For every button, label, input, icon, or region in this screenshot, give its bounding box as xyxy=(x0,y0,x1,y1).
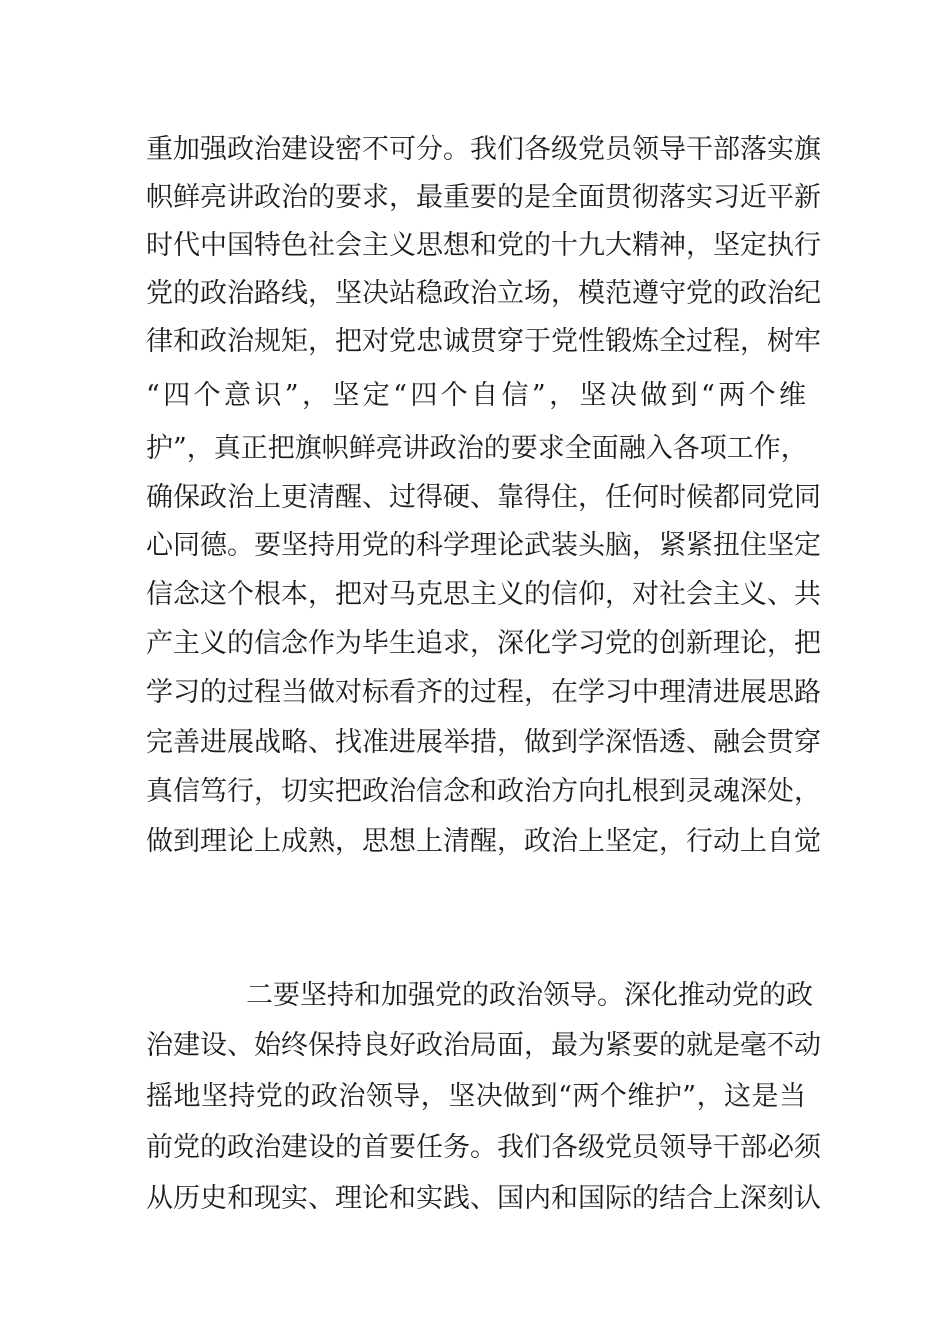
paragraph-line: 重加强政治建设密不可分。我们各级党员领导干部落实旗 xyxy=(146,134,821,165)
paragraph-line: 治建设、始终保持良好政治局面，最为紧要的就是毫不动 xyxy=(146,1030,821,1061)
paragraph-line: 做到理论上成熟，思想上清醒，政治上坚定，行动上自觉 xyxy=(146,826,821,857)
paragraph-line: 产主义的信念作为毕生追求，深化学习党的创新理论，把 xyxy=(146,628,821,659)
paragraph-line: 律和政治规矩，把对党忠诚贯穿于党性锻炼全过程，树牢 xyxy=(146,326,821,357)
paragraph-line: 信念这个根本，把对马克思主义的信仰，对社会主义、共 xyxy=(146,579,821,610)
paragraph-line: 帜鲜亮讲政治的要求，最重要的是全面贯彻落实习近平新 xyxy=(146,182,821,213)
paragraph-line: 二要坚持和加强党的政治领导。深化推动党的政 xyxy=(246,980,813,1011)
paragraph-line: 时代中国特色社会主义思想和党的十九大精神，坚定执行 xyxy=(146,230,821,261)
paragraph-line: 从历史和现实、理论和实践、国内和国际的结合上深刻认 xyxy=(146,1183,821,1214)
paragraph-line: 心同德。要坚持用党的科学理论武装头脑，紧紧扭住坚定 xyxy=(146,530,821,561)
paragraph-line: 完善进展战略、找准进展举措，做到学深悟透、融会贯穿 xyxy=(146,727,821,758)
paragraph-line: 党的政治路线，坚决站稳政治立场，模范遵守党的政治纪 xyxy=(146,278,821,309)
paragraph-line: “四个意识”，坚定“四个自信”，坚决做到“两个维 xyxy=(146,380,806,411)
paragraph-line: 前党的政治建设的首要任务。我们各级党员领导干部必须 xyxy=(146,1132,821,1163)
paragraph-line: 护”，真正把旗帜鲜亮讲政治的要求全面融入各项工作， xyxy=(146,433,808,464)
paragraph-line: 确保政治上更清醒、过得硬、靠得住，任何时候都同党同 xyxy=(146,482,821,513)
paragraph-line: 摇地坚持党的政治领导，坚决做到“两个维护”，这是当 xyxy=(146,1081,806,1112)
paragraph-line: 学习的过程当做对标看齐的过程，在学习中理清进展思路 xyxy=(146,677,821,708)
paragraph-line: 真信笃行，切实把政治信念和政治方向扎根到灵魂深处， xyxy=(146,776,821,807)
